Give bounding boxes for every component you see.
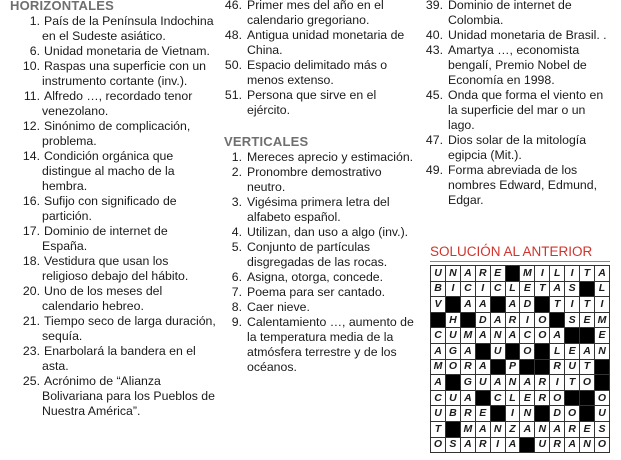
clue-number: 12. (22, 119, 40, 133)
grid-row (431, 343, 610, 359)
clue-number: 51. (224, 88, 242, 102)
clue-item (222, 88, 418, 118)
grid-cell: E (580, 421, 595, 437)
grid-row (431, 406, 610, 422)
horizontales-heading: HORIZONTALES (10, 0, 114, 13)
clue-text: Caer nieve. (247, 300, 310, 314)
grid-cell: A (490, 375, 505, 391)
clue-item (222, 165, 418, 195)
clue-text: Conjunto de partículas disgregadas de las rocas. (247, 240, 388, 269)
clue-text: Dominio de internet de España. (42, 224, 172, 253)
grid-cell: Z (505, 421, 520, 437)
grid-cell: A (431, 375, 446, 391)
grid-cell: T (565, 375, 580, 391)
grid-block (445, 375, 460, 391)
grid-cell: D (550, 406, 565, 422)
clue-number: 21. (22, 314, 40, 328)
grid-cell: I (535, 266, 550, 282)
clue-number: 6. (29, 44, 40, 58)
grid-block (565, 390, 580, 406)
clue-item (423, 88, 615, 133)
grid-cell: L (550, 343, 565, 359)
grid-block (490, 406, 505, 422)
clue-number: 49. (425, 163, 443, 177)
grid-cell: R (550, 359, 565, 375)
grid-cell: O (594, 390, 609, 406)
grid-cell: O (550, 390, 565, 406)
clue-text: Unidad monetaria de Vietnam. (44, 44, 210, 58)
grid-block (535, 343, 550, 359)
column-1 (8, 0, 220, 419)
grid-block (580, 406, 595, 422)
grid-cell: C (490, 390, 505, 406)
grid-cell: M (460, 421, 475, 437)
grid-cell: A (594, 266, 609, 282)
clue-item (222, 285, 418, 300)
grid-cell: N (445, 266, 460, 282)
grid-cell: R (550, 437, 565, 453)
verticales-list-continued (423, 0, 615, 208)
grid-cell: U (445, 328, 460, 344)
grid-block (520, 359, 535, 375)
grid-cell: A (431, 343, 446, 359)
grid-cell: O (535, 312, 550, 328)
clue-number: 9. (231, 315, 242, 329)
clue-text: Amartya …, economista bengalí, Premio Nobel de Economía en 1998. (448, 43, 591, 87)
grid-cell: U (594, 406, 609, 422)
grid-block (505, 266, 520, 282)
grid-cell: E (594, 328, 609, 344)
grid-cell: I (475, 281, 490, 297)
grid-block (475, 390, 490, 406)
grid-cell: D (520, 297, 535, 313)
clue-item (423, 163, 615, 208)
grid-cell: O (535, 328, 550, 344)
clue-item (222, 195, 418, 225)
grid-cell: A (505, 437, 520, 453)
grid-cell: T (580, 266, 595, 282)
clue-text: Antigua unidad monetaria de China. (247, 28, 408, 57)
grid-cell: T (580, 297, 595, 313)
grid-cell: E (580, 312, 595, 328)
grid-cell: R (565, 421, 580, 437)
clue-number: 1. (29, 14, 40, 28)
verticales-heading: VERTICALES (224, 134, 309, 149)
clue-number: 3. (231, 195, 242, 209)
clue-text: Condición orgánica que distingue al macho de la hembra. (42, 149, 179, 193)
grid-cell: M (460, 328, 475, 344)
clue-item (222, 150, 418, 165)
clue-number: 6. (231, 270, 242, 284)
grid-cell: U (475, 375, 490, 391)
grid-cell: R (460, 406, 475, 422)
grid-cell: N (580, 437, 595, 453)
clue-item (222, 270, 418, 285)
clue-item (8, 254, 216, 284)
horizontales-list-continued (222, 0, 418, 118)
clue-number: 17. (22, 224, 40, 238)
clue-number: 50. (224, 58, 242, 72)
solution-grid (430, 265, 610, 453)
grid-cell: N (535, 421, 550, 437)
grid-cell: I (550, 375, 565, 391)
grid-block (505, 343, 520, 359)
grid-block (475, 343, 490, 359)
grid-cell: O (445, 359, 460, 375)
grid-cell: L (505, 281, 520, 297)
clue-item (222, 28, 418, 58)
clue-number: 45. (425, 88, 443, 102)
grid-cell: D (475, 312, 490, 328)
clue-number: 8. (231, 300, 242, 314)
clue-text: Sufijo con significado de partición. (42, 194, 181, 223)
clue-item (8, 224, 216, 254)
grid-cell: O (594, 437, 609, 453)
grid-cell: M (520, 266, 535, 282)
clue-item (8, 374, 219, 419)
grid-cell: A (520, 375, 535, 391)
clue-number: 11. (23, 89, 40, 103)
clue-text: Enarbolará la bandera en el asta. (42, 344, 200, 373)
clue-item (8, 149, 216, 194)
grid-block (580, 328, 595, 344)
clue-text: Uno de los meses del calendario hebreo. (42, 284, 166, 313)
clue-item (8, 314, 220, 344)
grid-cell: A (475, 328, 490, 344)
grid-cell: P (505, 359, 520, 375)
grid-block (550, 312, 565, 328)
grid-cell: T (535, 281, 550, 297)
grid-cell: C (431, 390, 446, 406)
clue-item (8, 284, 216, 314)
grid-cell: R (475, 266, 490, 282)
grid-cell: A (550, 281, 565, 297)
grid-cell: A (475, 421, 490, 437)
grid-cell: N (490, 328, 505, 344)
grid-cell: O (580, 375, 595, 391)
grid-cell: I (490, 437, 505, 453)
clue-number: 5. (231, 240, 242, 254)
clue-item (423, 28, 615, 43)
clue-item (8, 194, 216, 224)
clue-number: 10. (22, 59, 40, 73)
clue-number: 14. (22, 149, 40, 163)
clue-number: 40. (425, 28, 443, 42)
grid-row (431, 312, 610, 328)
grid-cell: A (475, 297, 490, 313)
verticales-list (222, 150, 418, 375)
clue-number: 20. (22, 284, 40, 298)
grid-cell: U (431, 266, 446, 282)
clue-number: 39. (425, 0, 443, 12)
clue-item (222, 240, 418, 270)
solution-title: SOLUCIÓN AL ANTERIOR (430, 244, 610, 262)
grid-cell: O (520, 343, 535, 359)
grid-row (431, 297, 610, 313)
grid-cell: A (460, 297, 475, 313)
clue-text: Mereces aprecio y estimación. (247, 150, 414, 164)
grid-block (520, 437, 535, 453)
grid-cell: C (520, 328, 535, 344)
grid-row (431, 359, 610, 375)
grid-block (535, 359, 550, 375)
clue-text: Tiempo seco de larga duración, sequía. (42, 314, 220, 343)
grid-cell: M (431, 359, 446, 375)
grid-block (535, 406, 550, 422)
grid-block (490, 297, 505, 313)
clue-text: Unidad monetaria de Brasil. . (448, 28, 607, 42)
clue-number: 23. (22, 344, 40, 358)
grid-block (565, 328, 580, 344)
clue-text: Primer mes del año en el calendario gregoriano. (247, 0, 388, 27)
clue-number: 48. (224, 28, 242, 42)
grid-cell: A (505, 297, 520, 313)
grid-cell: I (445, 281, 460, 297)
clue-number: 25. (22, 374, 40, 388)
grid-cell: R (460, 359, 475, 375)
grid-cell: N (520, 406, 535, 422)
clue-text: Poema para ser cantado. (247, 285, 386, 299)
grid-block (594, 359, 609, 375)
clue-text: Vestidura que usan los religioso debajo del hábito. (42, 254, 189, 283)
grid-block (431, 312, 446, 328)
clue-item (8, 59, 216, 89)
grid-row (431, 437, 610, 453)
grid-row (431, 421, 610, 437)
grid-cell: A (490, 312, 505, 328)
grid-cell: U (565, 359, 580, 375)
grid-block (490, 359, 505, 375)
clue-item (8, 119, 216, 149)
grid-cell: I (565, 297, 580, 313)
grid-cell: U (445, 390, 460, 406)
clue-item (222, 300, 418, 315)
grid-cell: S (445, 437, 460, 453)
solution-panel (430, 244, 610, 453)
grid-cell: C (431, 328, 446, 344)
clue-number: 7. (231, 285, 242, 299)
grid-cell: E (490, 266, 505, 282)
grid-cell: A (460, 343, 475, 359)
clue-item (8, 44, 216, 59)
clue-item (222, 225, 418, 240)
grid-cell: L (594, 281, 609, 297)
clue-text: Vigésima primera letra del alfabeto español. (247, 195, 394, 224)
clue-text: Raspas una superficie con un instrumento cortante (inv.). (42, 59, 210, 88)
grid-cell: I (520, 312, 535, 328)
clue-item (423, 133, 615, 163)
grid-cell: A (505, 328, 520, 344)
grid-cell: S (565, 312, 580, 328)
grid-cell: A (550, 421, 565, 437)
clue-text: Dominio de internet de Colombia. (448, 0, 576, 27)
grid-cell: B (445, 406, 460, 422)
clue-text: Forma abreviada de los nombres Edward, Edmund, Edgar. (448, 163, 601, 207)
grid-cell: E (520, 281, 535, 297)
grid-cell: E (565, 343, 580, 359)
grid-cell: S (565, 281, 580, 297)
grid-cell: E (475, 406, 490, 422)
clue-number: 47. (425, 133, 443, 147)
grid-cell: A (475, 359, 490, 375)
clue-number: 46. (224, 0, 242, 12)
horizontales-list (8, 14, 220, 419)
clue-text: Pronombre demostrativo neutro. (247, 165, 386, 194)
grid-cell: C (490, 281, 505, 297)
grid-cell: H (445, 312, 460, 328)
grid-cell: G (445, 343, 460, 359)
grid-cell: A (520, 421, 535, 437)
grid-cell: R (505, 312, 520, 328)
column-3 (423, 0, 615, 208)
clue-item (423, 0, 615, 28)
grid-row (431, 281, 610, 297)
grid-cell: B (431, 281, 446, 297)
clue-text: Espacio delimitado más o menos extenso. (247, 58, 391, 87)
clue-item (222, 0, 418, 28)
clue-item (8, 89, 216, 119)
grid-cell: T (431, 421, 446, 437)
grid-cell: U (490, 343, 505, 359)
grid-cell: M (594, 312, 609, 328)
clue-text: Acrónimo de “Alianza Bolivariana para los Pueblos de Nuestra América”. (42, 374, 219, 418)
grid-cell: O (431, 437, 446, 453)
clue-number: 4. (231, 225, 242, 239)
grid-row (431, 266, 610, 282)
grid-block (580, 281, 595, 297)
clue-item (222, 315, 418, 375)
grid-row (431, 375, 610, 391)
grid-cell: A (565, 437, 580, 453)
grid-cell: R (535, 390, 550, 406)
grid-block (445, 421, 460, 437)
grid-cell: L (505, 390, 520, 406)
grid-block (580, 390, 595, 406)
grid-cell: N (505, 375, 520, 391)
clue-number: 2. (231, 165, 242, 179)
grid-cell: E (520, 390, 535, 406)
grid-cell: N (490, 421, 505, 437)
clue-number: 1. (231, 150, 242, 164)
grid-cell: R (535, 375, 550, 391)
clue-number: 16. (22, 194, 40, 208)
grid-cell: S (594, 421, 609, 437)
clue-text: Utilizan, dan uso a algo (inv.). (247, 225, 409, 239)
grid-cell: T (580, 359, 595, 375)
grid-cell: A (460, 437, 475, 453)
clue-text: Dios solar de la mitología egipcia (Mit.). (448, 133, 590, 162)
column-2 (222, 0, 418, 375)
grid-cell: I (594, 297, 609, 313)
clue-item (423, 43, 615, 88)
clue-text: Persona que sirve en el ejército. (247, 88, 380, 117)
clue-text: Calentamiento …, aumento de la temperatura media de la atmósfera terrestre y de los océanos. (247, 315, 418, 374)
grid-cell: A (460, 266, 475, 282)
clue-item (8, 344, 216, 374)
grid-row (431, 328, 610, 344)
grid-cell: G (460, 375, 475, 391)
grid-cell: U (535, 437, 550, 453)
grid-cell: V (431, 297, 446, 313)
grid-cell: C (460, 281, 475, 297)
clue-item (8, 14, 216, 44)
grid-cell: I (505, 406, 520, 422)
grid-block (460, 312, 475, 328)
grid-cell: T (550, 297, 565, 313)
grid-cell: A (580, 343, 595, 359)
clue-text: Onda que forma el viento en la superficie del mar o un lago. (448, 88, 607, 132)
grid-cell: I (565, 266, 580, 282)
clue-text: País de la Península Indochina en el Sudeste asiático. (42, 14, 217, 43)
grid-cell: O (565, 406, 580, 422)
grid-cell: R (475, 437, 490, 453)
grid-block (445, 297, 460, 313)
clue-text: Asigna, otorga, concede. (247, 270, 384, 284)
clue-text: Alfredo …, recordado tenor venezolano. (42, 89, 196, 118)
clue-item (222, 58, 418, 88)
clue-text: Sinónimo de complicación, problema. (42, 119, 194, 148)
grid-cell: L (550, 266, 565, 282)
clue-number: 43. (425, 43, 443, 57)
grid-cell: A (550, 328, 565, 344)
grid-row (431, 390, 610, 406)
grid-block (535, 297, 550, 313)
grid-block (594, 375, 609, 391)
grid-cell: U (431, 406, 446, 422)
clue-number: 18. (22, 254, 40, 268)
grid-cell: A (460, 390, 475, 406)
grid-cell: N (594, 343, 609, 359)
